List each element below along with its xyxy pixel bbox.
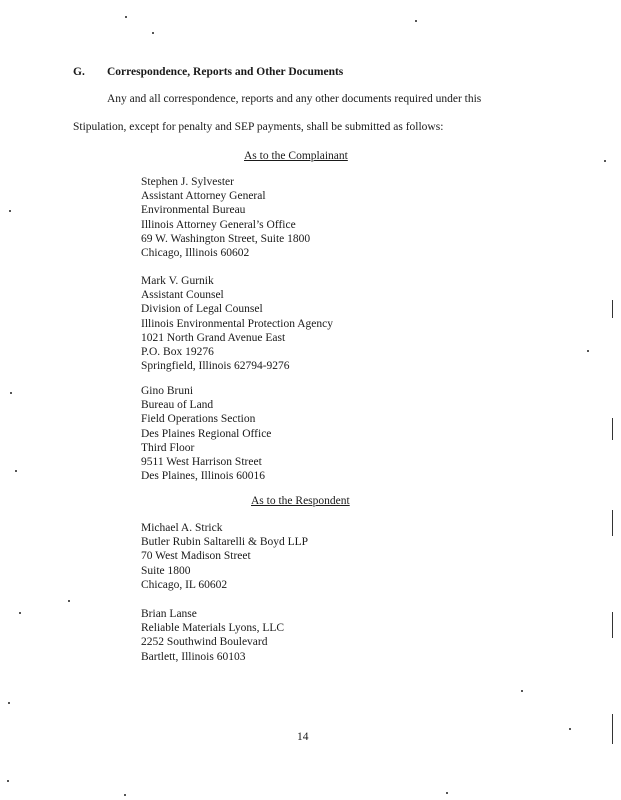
address-line: Mark V. Gurnik	[141, 275, 214, 287]
respondent-label: As to the Respondent	[251, 495, 350, 507]
address-line: Division of Legal Counsel	[141, 303, 263, 316]
scan-speck	[8, 702, 10, 704]
section-letter: G.	[73, 66, 85, 78]
address-line: 70 West Madison Street	[141, 550, 251, 563]
address-line: Michael A. Strick	[141, 522, 223, 534]
address-line: Environmental Bureau	[141, 204, 246, 217]
page-number: 14	[297, 731, 309, 743]
scan-speck	[10, 392, 12, 394]
paragraph-line-1: Any and all correspondence, reports and any other documents required under this	[107, 93, 482, 105]
scan-speck	[15, 470, 17, 472]
address-line: Butler Rubin Saltarelli & Boyd LLP	[141, 536, 309, 549]
scan-mark	[612, 510, 613, 536]
scan-speck	[19, 612, 21, 614]
scan-speck	[604, 160, 606, 162]
address-line: Reliable Materials Lyons, LLC	[141, 622, 285, 635]
paragraph-line-2: Stipulation, except for penalty and SEP payments, shall be submitted as follows:	[73, 121, 444, 133]
scan-speck	[68, 600, 70, 602]
address-line: Chicago, Illinois 60602	[141, 246, 250, 259]
address-line: Des Plaines Regional Office	[141, 427, 272, 440]
scan-speck	[9, 210, 11, 212]
scan-speck	[587, 350, 589, 352]
address-line: Bureau of Land	[141, 399, 214, 412]
address-line: Illinois Environmental Protection Agency	[141, 317, 333, 330]
address-line: Brian Lanse	[141, 608, 197, 620]
address-line: 69 W. Washington Street, Suite 1800	[141, 232, 311, 245]
address-line: Bartlett, Illinois 60103	[141, 650, 246, 663]
complainant-label: As to the Complainant	[244, 150, 348, 162]
scan-speck	[125, 16, 127, 18]
address-block-bruni	[141, 384, 271, 483]
scan-speck	[569, 728, 571, 730]
address-block-gurnik	[141, 274, 333, 373]
address-line: 2252 Southwind Boulevard	[141, 636, 268, 649]
address-line: Suite 1800	[141, 564, 191, 577]
section-title: Correspondence, Reports and Other Documents	[107, 66, 344, 78]
scan-speck	[446, 792, 448, 794]
address-line: Springfield, Illinois 62794-9276	[141, 360, 290, 373]
address-block-lanse	[141, 607, 284, 664]
address-line: Assistant Attorney General	[141, 190, 266, 203]
scan-mark	[612, 300, 613, 318]
address-line: Assistant Counsel	[141, 289, 224, 302]
scan-speck	[124, 794, 126, 796]
address-line: Stephen J. Sylvester	[141, 176, 234, 188]
address-block-sylvester	[141, 175, 310, 260]
address-line: Field Operations Section	[141, 413, 256, 426]
scan-mark	[612, 612, 613, 638]
address-block-strick	[141, 521, 308, 592]
address-line: 1021 North Grand Avenue East	[141, 331, 286, 344]
scan-speck	[415, 20, 417, 22]
scan-mark	[612, 714, 613, 744]
address-line: Chicago, IL 60602	[141, 578, 228, 591]
section-heading	[73, 66, 343, 78]
scan-speck	[521, 690, 523, 692]
scan-mark	[612, 418, 613, 440]
address-line: 9511 West Harrison Street	[141, 455, 262, 468]
scan-speck	[152, 32, 154, 34]
address-line: Third Floor	[141, 441, 195, 454]
address-line: Illinois Attorney General’s Office	[141, 218, 296, 231]
address-line: P.O. Box 19276	[141, 345, 214, 358]
address-line: Des Plaines, Illinois 60016	[141, 470, 265, 483]
address-line: Gino Bruni	[141, 385, 194, 397]
scan-speck	[7, 780, 9, 782]
